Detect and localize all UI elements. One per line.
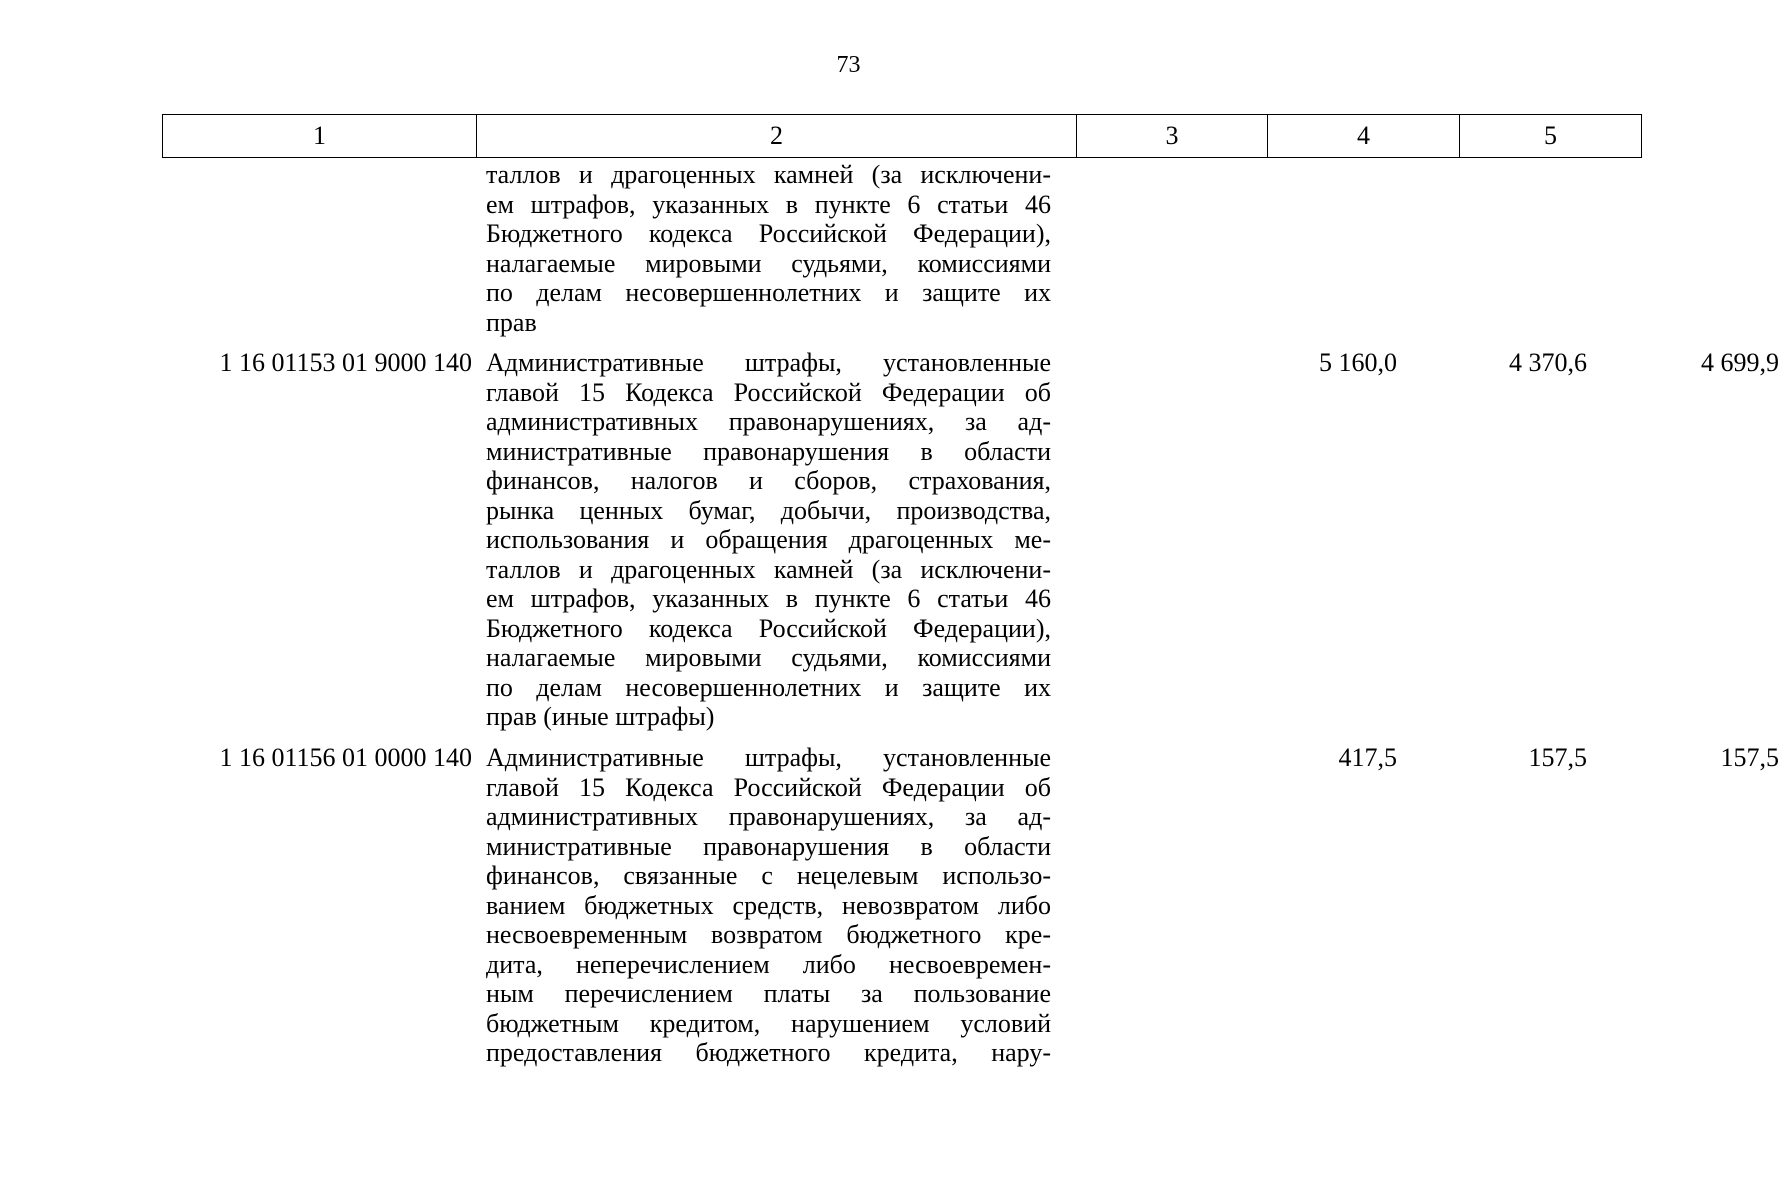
description-line: по делам несовершеннолетних и защите их	[486, 278, 1051, 307]
row-description	[486, 743, 1051, 1068]
description-line: использования и обращения драгоценных ме-	[486, 525, 1051, 554]
header-cell-5: 5	[1460, 115, 1642, 158]
row-code: 1 16 01153 01 9000 140	[219, 348, 472, 377]
description-line: ем штрафов, указанных в пункте 6 статьи 46	[486, 189, 1051, 219]
description-line: прав	[486, 307, 537, 337]
row-description	[486, 348, 1051, 732]
row-code: 1 16 01156 01 0000 140	[219, 743, 472, 772]
description-line: административных правонарушениях, за ад-	[486, 407, 1051, 436]
row-value-col3: 417,5	[1338, 743, 1397, 772]
page-number: 73	[836, 52, 861, 78]
description-line: ем штрафов, указанных в пункте 6 статьи 46	[486, 584, 1051, 613]
description-line: ванием бюджетных средств, невозвратом либо	[486, 890, 1051, 920]
description-line: таллов и драгоценных камней (за исключени-	[486, 160, 1051, 189]
description-line: налагаемые мировыми судьями, комиссиями	[486, 643, 1051, 672]
description-line: таллов и драгоценных камней (за исключени-	[486, 554, 1051, 584]
row-value-col4: 157,5	[1528, 743, 1587, 772]
description-line: прав (иные штрафы)	[486, 702, 715, 731]
description-line: министративные правонарушения в области	[486, 436, 1051, 466]
description-line: Бюджетного кодекса Российской Федерации),	[486, 613, 1051, 643]
row-value-col3: 5 160,0	[1319, 348, 1397, 377]
header-cell-4: 4	[1268, 115, 1460, 158]
description-line: главой 15 Кодекса Российской Федерации об	[486, 772, 1051, 802]
description-line: Административные штрафы, установленные	[486, 743, 1051, 772]
row-value-col5: 157,5	[1720, 743, 1779, 772]
description-line: несвоевременным возвратом бюджетного кре-	[486, 920, 1051, 949]
header-cell-3: 3	[1077, 115, 1268, 158]
row-value-col5: 4 699,9	[1701, 348, 1779, 377]
row-value-col4: 4 370,6	[1509, 348, 1587, 377]
description-line: рынка ценных бумаг, добычи, производства,	[486, 495, 1051, 525]
description-line: бюджетным кредитом, нарушением условий	[486, 1008, 1051, 1038]
description-line: финансов, налогов и сборов, страхования,	[486, 466, 1051, 495]
row-description	[486, 160, 1051, 337]
description-line: Бюджетного кодекса Российской Федерации),	[486, 219, 1051, 248]
description-line: ным перечислением платы за пользование	[486, 979, 1051, 1008]
description-line: главой 15 Кодекса Российской Федерации об	[486, 377, 1051, 407]
description-line: дита, неперечислением либо несвоевремен-	[486, 949, 1051, 979]
description-line: Административные штрафы, установленные	[486, 348, 1051, 377]
description-line: финансов, связанные с нецелевым использо-	[486, 861, 1051, 890]
table-header	[162, 114, 1642, 158]
description-line: предоставления бюджетного кредита, нару-	[486, 1038, 1051, 1067]
description-line: налагаемые мировыми судьями, комиссиями	[486, 248, 1051, 278]
header-cell-2: 2	[477, 115, 1077, 158]
description-line: по делам несовершеннолетних и защите их	[486, 672, 1051, 702]
header-cell-1: 1	[163, 115, 477, 158]
description-line: министративные правонарушения в области	[486, 831, 1051, 861]
description-line: административных правонарушениях, за ад-	[486, 802, 1051, 831]
header-row	[163, 115, 1642, 158]
